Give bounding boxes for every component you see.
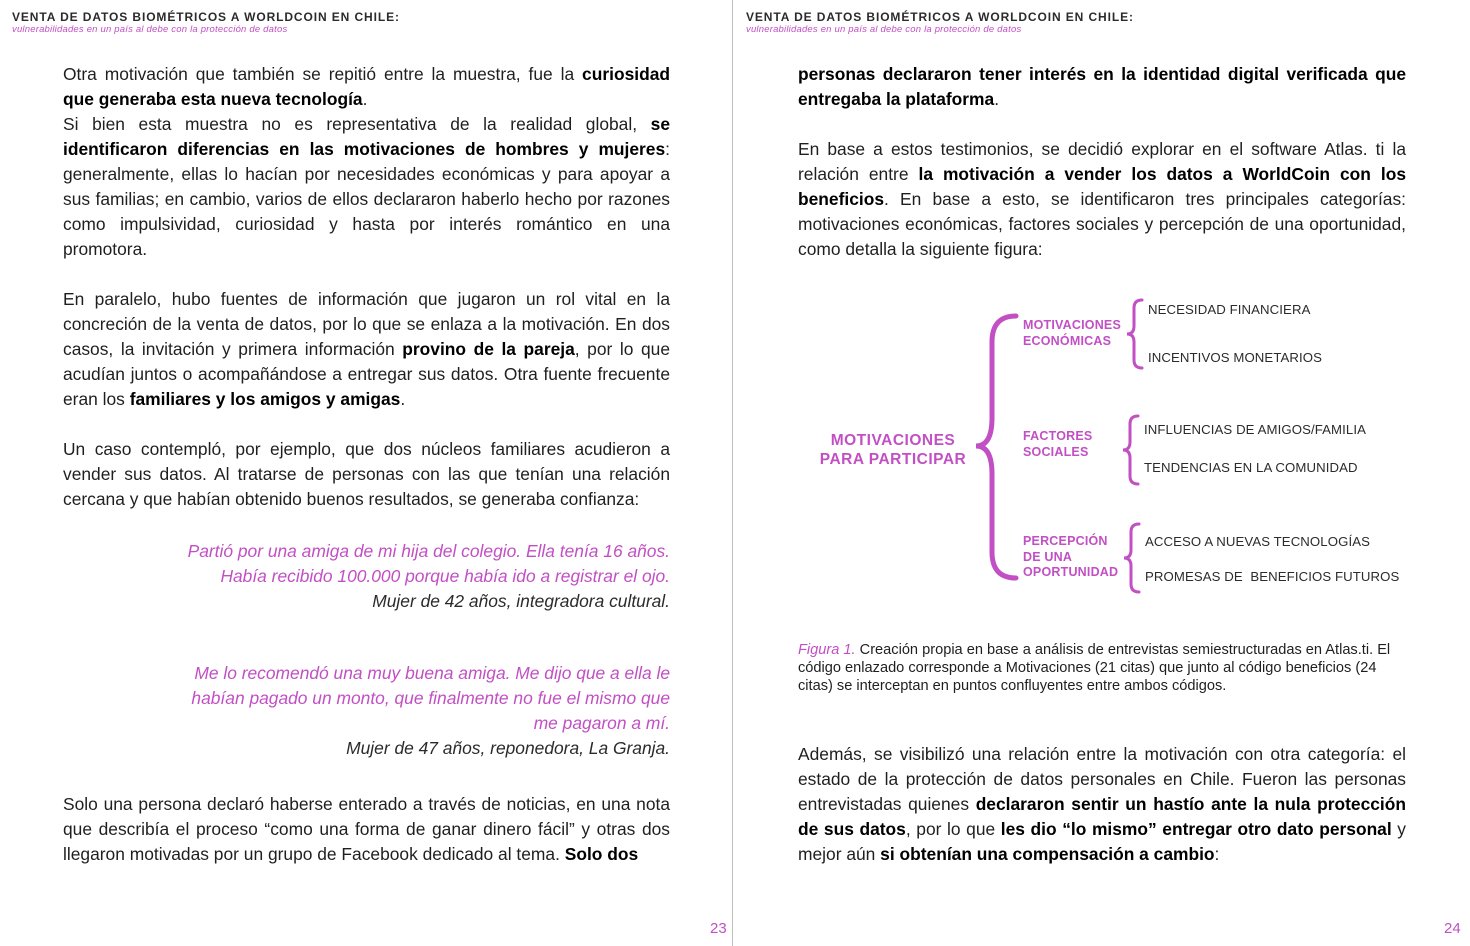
emphasis: familiares y los amigos y amigas xyxy=(129,389,401,409)
emphasis: les dio “lo mismo” entregar otro dato personal xyxy=(1000,819,1392,839)
page-number: 23 xyxy=(710,920,727,937)
brace-economic xyxy=(1127,300,1142,368)
category-opportunity: PERCEPCIÓN DE UNA OPORTUNIDAD xyxy=(1023,534,1119,579)
paragraph: personas declararon tener interés en la identidad digital verificada que entregaba la plataforma. xyxy=(798,64,1406,109)
paragraph: Otra motivación que también se repitió entre la muestra, fue la curiosidad que generaba esta nueva tecnología. xyxy=(63,64,670,109)
diagram-item: PROMESAS DE BENEFICIOS FUTUROS xyxy=(1145,569,1400,584)
emphasis: Solo dos xyxy=(564,844,639,864)
diagram-item: NECESIDAD FINANCIERA xyxy=(1148,302,1311,317)
testimony-quote-2: Me lo recomendó una muy buena amiga. Me dijo que a ella le habían pagado un monto, que finalmente no fue el mismo que me pagaron a mí. Mujer de 47 años, reponedora, La Granja. xyxy=(63,661,670,761)
brace-social xyxy=(1123,416,1138,484)
paragraph: Solo una persona declaró haberse enterado a través de noticias, en una nota que describía el proceso “como una forma de ganar dinero fácil” y otras dos llegaron motivadas por un grupo de Facebook dedicado al tema. Solo dos xyxy=(63,794,670,864)
quote-attribution: Mujer de 47 años, reponedora, La Granja. xyxy=(346,738,670,758)
figure-label: Figura 1. xyxy=(798,642,856,658)
body-text-bottom xyxy=(798,742,1406,867)
quote-attribution: Mujer de 42 años, integradora cultural. xyxy=(372,591,670,611)
diagram-item: INFLUENCIAS DE AMIGOS/FAMILIA xyxy=(1144,422,1367,437)
category-economic: MOTIVACIONES ECONÓMICAS xyxy=(1023,318,1122,348)
right-page xyxy=(734,0,1470,946)
header-title: VENTA DE DATOS BIOMÉTRICOS A WORLDCOIN EN CHILE: xyxy=(746,10,1134,24)
paragraph: Si bien esta muestra no es representativa de la realidad global, se identificaron diferencias en las motivaciones de hombres y mujeres: generalmente, ellas lo hacían por necesidades económicas y para apoyar a sus familias; en cambio, varios de ellos declararon haberlo hecho por razones como impulsividad, curiosidad y hasta por interés romántico en una promotora. xyxy=(63,114,670,259)
figure-caption: Figura 1. Creación propia en base a análisis de entrevistas semiestructuradas en Atlas.ti. El código enlazado corresponde a Motivaciones (21 citas) que junto al código beneficios (24 citas) se interceptan en puntos confluyentes entre ambos códigos. xyxy=(798,642,1391,694)
page-number: 24 xyxy=(1444,920,1461,937)
body-text-bottom xyxy=(63,792,670,867)
running-header xyxy=(746,10,1134,35)
running-header xyxy=(12,10,400,35)
diagram-item: ACCESO A NUEVAS TECNOLOGÍAS xyxy=(1145,534,1370,549)
header-title: VENTA DE DATOS BIOMÉTRICOS A WORLDCOIN EN CHILE: xyxy=(12,10,400,24)
brace-opportunity xyxy=(1124,524,1139,592)
emphasis: provino de la pareja xyxy=(402,339,575,359)
main-brace xyxy=(976,316,1016,578)
paragraph: Un caso contempló, por ejemplo, que dos núcleos familiares acudieron a vender sus datos. Al tratarse de personas con las que tenían una relación cercana y que habían obtenido buenos resultados, se generaba confianza: xyxy=(63,439,670,509)
emphasis: la motivación a vender los datos a WorldCoin con los beneficios xyxy=(798,164,1407,209)
paragraph: En paralelo, hubo fuentes de información que jugaron un rol vital en la concreción de la venta de datos, por lo que se enlaza a la motivación. En dos casos, la invitación y primera información provino de la pareja, por lo que acudían juntos o acompañándose a entregar sus datos. Otra fuente frecuente eran los familiares y los amigos y amigas. xyxy=(63,289,671,409)
emphasis: se identificaron diferencias en las motivaciones de hombres y mujeres xyxy=(63,114,670,159)
body-text xyxy=(798,62,1406,262)
emphasis: personas declararon tener interés en la identidad digital verificada que entregaba la plataforma xyxy=(798,64,1406,109)
emphasis: curiosidad que generaba esta nueva tecnología xyxy=(63,64,670,109)
diagram-item: TENDENCIAS EN LA COMUNIDAD xyxy=(1144,460,1358,475)
header-subtitle: vulnerabilidades en un país al debe con la protección de datos xyxy=(12,24,288,35)
paragraph: Además, se visibilizó una relación entre la motivación con otra categoría: el estado de la protección de datos personales en Chile. Fueron las personas entrevistadas quienes declararon sentir un hastío ante la nula protección de sus datos, por lo que les dio “lo mismo” entregar otro dato personal y mejor aún si obtenían una compensación a cambio: xyxy=(798,744,1406,864)
category-social: FACTORES SOCIALES xyxy=(1023,429,1093,459)
left-page xyxy=(0,0,733,946)
diagram-main-label: MOTIVACIONES PARA PARTICIPAR xyxy=(819,432,967,468)
emphasis: declararon sentir un hastío ante la nula protección de sus datos xyxy=(798,794,1406,839)
emphasis: si obtenían una compensación a cambio xyxy=(880,844,1215,864)
body-text xyxy=(63,62,670,512)
diagram-item: INCENTIVOS MONETARIOS xyxy=(1148,350,1323,365)
testimony-quote-1: Partió por una amiga de mi hija del colegio. Ella tenía 16 años. Había recibido 100.000 porque había ido a registrar el ojo. Mujer de 42 años, integradora cultural. xyxy=(63,539,670,614)
paragraph: En base a estos testimonios, se decidió explorar en el software Atlas. ti la relación entre la motivación a vender los datos a WorldCoin con los beneficios. En base a esto, se identificaron tres principales categorías: motivaciones económicas, factores sociales y percepción de una oportunidad, como detalla la siguiente figura: xyxy=(798,139,1407,259)
header-subtitle: vulnerabilidades en un país al debe con la protección de datos xyxy=(746,24,1022,35)
